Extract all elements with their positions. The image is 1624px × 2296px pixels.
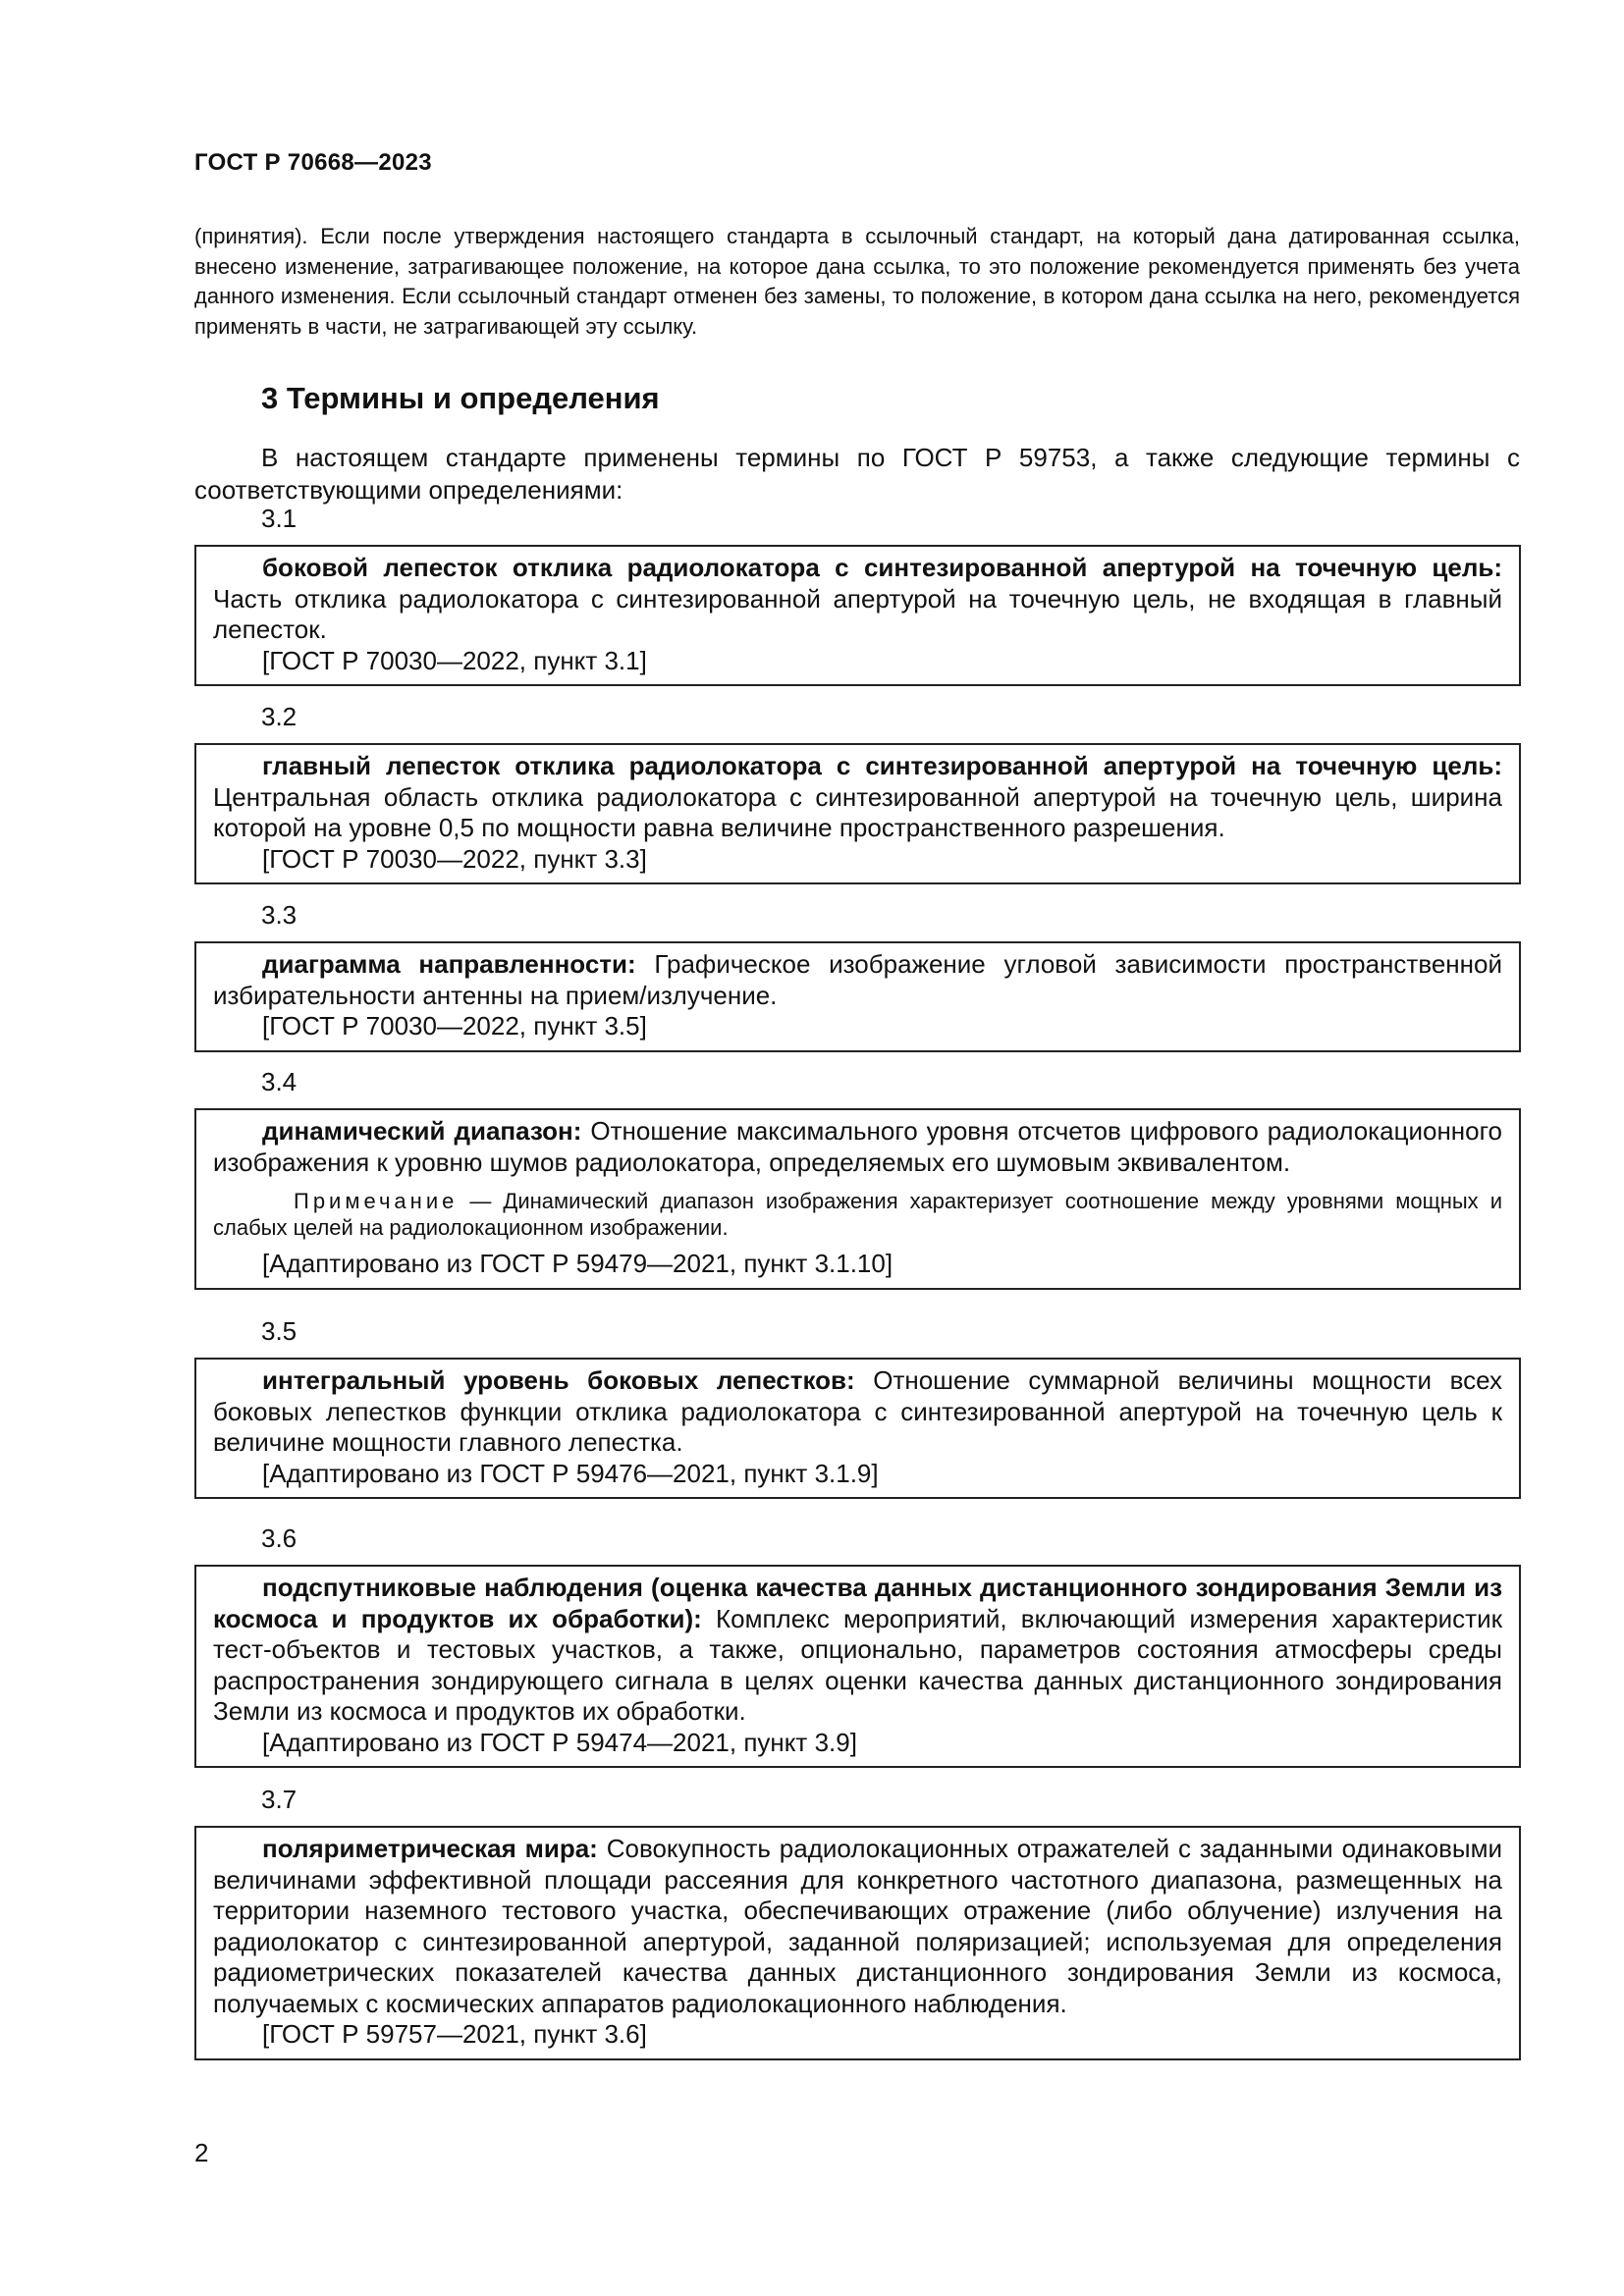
term-name: диаграмма направленности: xyxy=(262,949,636,979)
term-source: [ГОСТ Р 70030—2022, пункт 3.3] xyxy=(262,843,647,874)
term-text: Отношение максимального уровня отсчетов цифрового радиолокационного изображения к уровню шумов радиолокатора, определяемых его шумовым эквивалентом. xyxy=(213,1116,1502,1177)
term-text: Совокупность радиолокационных отражателей с заданными одинаковыми величинами эффективной площади рассеяния для конкретного частотного диапазона, размещенных на территории наземного тестового участка, обеспечивающих отражение (либо облучение) излучения на радиолокатор с синтезированной апертурой, заданной поляризацией; используемая для определения радиометрических показателей качества данных дистанционного зондирования Земли из космоса, получаемых с космических аппаратов радиолокационного наблюдения. xyxy=(213,1834,1502,2018)
term-box xyxy=(194,1826,1521,2060)
term-text: Отношение суммарной величины мощности всех боковых лепестков функции отклика радиолокатора с синтезированной апертурой на точечную цель к величине мощности главного лепестка. xyxy=(213,1365,1503,1457)
term-text: Комплекс мероприятий, включающий измерения характеристик тест-объектов и тестовых участков, а также, опционально, параметров состояния атмосферы среды распространения зондирующего сигнала в целях оценки качества данных дистанционного зондирования Земли из космоса и продуктов их обработки. xyxy=(213,1603,1502,1726)
term-number: 3.4 xyxy=(261,1067,298,1096)
note-text: — Динамический диапазон изображения характеризует соотношение между уровнями мощных и слабых целей на радиолокационном изображении. xyxy=(213,1189,1502,1240)
term-number: 3.7 xyxy=(261,1785,298,1814)
term-definition xyxy=(213,751,1502,844)
term-definition xyxy=(213,949,1502,1011)
term-definition xyxy=(213,1116,1502,1178)
term-number: 3.5 xyxy=(261,1316,298,1346)
term-box xyxy=(194,1565,1521,1768)
term-name: главный лепесток отклика радиолокатора с синтезированной апертурой на точечную цель: xyxy=(262,751,1502,780)
term-name: поляриметрическая мира: xyxy=(262,1834,598,1863)
term-definition xyxy=(213,1365,1502,1459)
term-source: [Адаптировано из ГОСТ Р 59479—2021, пункт 3.1.10] xyxy=(262,1249,893,1278)
term-box xyxy=(194,941,1521,1052)
term-source: [Адаптировано из ГОСТ Р 59474—2021, пункт 3.9] xyxy=(262,1727,857,1757)
term-box xyxy=(194,1358,1521,1499)
term-box xyxy=(194,743,1521,884)
document-header: ГОСТ Р 70668—2023 xyxy=(194,149,432,176)
term-definition xyxy=(213,1834,1502,2019)
term-name: интегральный уровень боковых лепестков: xyxy=(262,1365,855,1395)
term-box xyxy=(194,545,1521,686)
intro-paragraph: (принятия). Если после утверждения настоящего стандарта в ссылочный стандарт, на который дана датированная ссылка, внесено изменение, затрагивающее положение, на которое дана ссылка, то это положение рекомендуется применять без учета данного изменения. Если ссылочный стандарт отменен без замены, то положение, в котором дана ссылка на него, рекомендуется применять в части, не затрагивающей эту ссылку. xyxy=(194,224,1520,339)
term-source: [Адаптировано из ГОСТ Р 59476—2021, пункт 3.1.9] xyxy=(262,1458,879,1488)
term-note xyxy=(213,1188,1502,1241)
term-source: [ГОСТ Р 70030—2022, пункт 3.1] xyxy=(262,645,647,675)
page-number: 2 xyxy=(194,2138,209,2167)
term-name: боковой лепесток отклика радиолокатора с синтезированной апертурой на точечную цель: xyxy=(262,553,1502,582)
section-title: 3 Термины и определения xyxy=(261,381,660,415)
section-intro: В настоящем стандарте применены термины по ГОСТ Р 59753, а также следующие термины с соответствующими определениями: xyxy=(194,443,1520,505)
term-number: 3.1 xyxy=(261,504,298,533)
term-text: Центральная область отклика радиолокатора с синтезированной апертурой на точечную цель, ширина которой на уровне 0,5 по мощности равна величине пространственного разрешения. xyxy=(213,781,1502,842)
term-number: 3.6 xyxy=(261,1523,298,1553)
term-number: 3.2 xyxy=(261,702,298,731)
term-text: Графическое изображение угловой зависимости пространственной избирательности антенны на прием/излучение. xyxy=(213,949,1502,1010)
term-number: 3.3 xyxy=(261,900,298,930)
note-label: Примечание xyxy=(294,1189,459,1213)
term-name: подспутниковые наблюдения (оценка качества данных дистанционного зондирования Земли из космоса и продуктов их обработки): xyxy=(213,1573,1502,1633)
term-source: [ГОСТ Р 59757—2021, пункт 3.6] xyxy=(262,2019,647,2049)
term-text: Часть отклика радиолокатора с синтезированной апертурой на точечную цель, не входящая в главный лепесток. xyxy=(213,583,1502,644)
term-name: динамический диапазон: xyxy=(262,1116,582,1146)
term-definition xyxy=(213,553,1502,646)
term-definition xyxy=(213,1573,1502,1728)
term-box xyxy=(194,1108,1521,1290)
term-source: [ГОСТ Р 70030—2022, пункт 3.5] xyxy=(262,1011,647,1041)
